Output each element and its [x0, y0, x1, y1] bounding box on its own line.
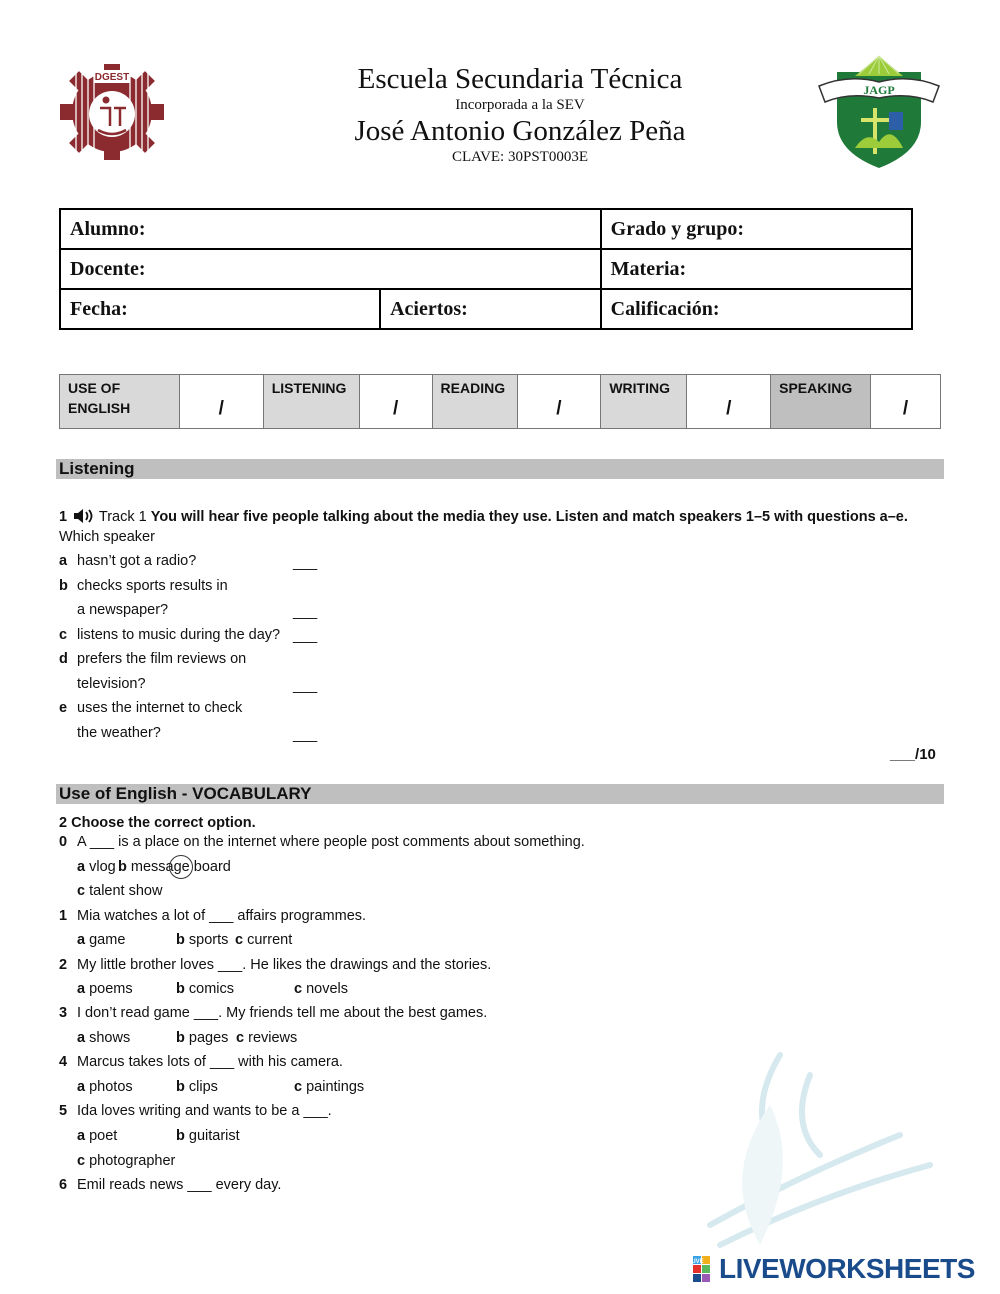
question-2-option-a[interactable]: a poems — [77, 981, 133, 997]
question-1-option-a[interactable]: a game — [77, 932, 126, 948]
score-label-listening: LISTENING — [263, 375, 359, 429]
item-c-letter: c — [59, 627, 68, 643]
dgest-logo-text: DGEST — [94, 72, 130, 83]
question-4-number: 4 — [59, 1054, 68, 1070]
question-4-option-a[interactable]: a photos — [77, 1079, 133, 1095]
item-d-letter: d — [59, 651, 68, 667]
item-b-answer-blank[interactable]: ___ — [293, 604, 318, 620]
liveworksheets-brand[interactable] — [690, 1253, 975, 1284]
score-listening[interactable]: / — [359, 375, 432, 429]
liveworksheets-logo-icon — [690, 1256, 719, 1282]
score-label-speaking: SPEAKING — [771, 375, 871, 429]
item-c-answer-blank[interactable]: ___ — [293, 628, 318, 644]
question-0-text: A ___ is a place on the internet where people post comments about something. — [77, 834, 585, 850]
score-label-use-of-english: USE OF ENGLISH — [60, 375, 180, 429]
question-5-option-a[interactable]: a poet — [77, 1128, 118, 1144]
which-speaker: Which speaker — [59, 529, 155, 545]
aciertos-field[interactable]: Aciertos: — [380, 289, 601, 329]
school-subname: José Antonio González Peña — [354, 115, 686, 147]
question-1-option-b[interactable]: b sports — [176, 932, 229, 948]
item-b-text: checks sports results in — [77, 578, 228, 594]
skills-score-table — [59, 374, 941, 429]
materia-field[interactable]: Materia: — [601, 249, 912, 289]
question-1-option-c[interactable]: c current — [235, 932, 293, 948]
answer-circle-mark — [169, 855, 193, 879]
question-2-number: 2 — [59, 957, 68, 973]
item-e-answer-blank[interactable]: ___ — [293, 727, 318, 743]
question-5-number: 5 — [59, 1103, 68, 1119]
item-e-text-cont: the weather? — [77, 725, 161, 741]
alumno-field[interactable]: Alumno: — [60, 209, 601, 249]
question-3-option-b[interactable]: b pages — [176, 1030, 229, 1046]
score-speaking[interactable]: / — [871, 375, 941, 429]
question-5-text: Ida loves writing and wants to be a ___. — [77, 1103, 332, 1119]
vocabulary-section-header: Use of English - VOCABULARY — [56, 784, 944, 804]
question-1-text: Mia watches a lot of ___ affairs programmes. — [77, 908, 367, 924]
question-4-text: Marcus takes lots of ___ with his camera. — [77, 1054, 343, 1070]
item-e-text: uses the internet to check — [77, 700, 243, 716]
score-reading[interactable]: / — [517, 375, 601, 429]
jagp-logo-text: JAGP — [863, 83, 895, 97]
fecha-field[interactable]: Fecha: — [60, 289, 380, 329]
question-2-option-c[interactable]: c novels — [294, 981, 349, 997]
school-name: Escuela Secundaria Técnica — [357, 63, 683, 95]
question-4-option-b[interactable]: b clips — [176, 1079, 218, 1095]
question-3-option-c[interactable]: c reviews — [236, 1030, 298, 1046]
question-0-option-b[interactable]: b message board — [118, 859, 231, 875]
vocabulary-instruction: 2 Choose the correct option. — [59, 815, 256, 831]
question-2-option-b[interactable]: b comics — [176, 981, 235, 997]
school-clave: CLAVE: 30PST0003E — [452, 149, 588, 165]
listening-instruction — [59, 507, 908, 530]
listening-instruction-text: You will hear five people talking about the media they use. Listen and match speakers 1–5 with questions a–e. — [150, 509, 908, 525]
question-0-option-a[interactable]: a vlog — [77, 859, 116, 875]
liveworksheets-logo-letters: LIVE — [690, 1259, 704, 1265]
question-3-text: I don’t read game ___. My friends tell me about the best games. — [77, 1005, 488, 1021]
docente-field[interactable]: Docente: — [60, 249, 601, 289]
question-3-number: 3 — [59, 1005, 68, 1021]
listening-score: ___/10 — [890, 746, 936, 763]
school-incorporation: Incorporada a la SEV — [455, 97, 585, 113]
liveworksheets-text: LIVEWORKSHEETS — [719, 1253, 975, 1284]
school-header — [250, 62, 790, 166]
score-use-of-english[interactable]: / — [179, 375, 263, 429]
grado-grupo-field[interactable]: Grado y grupo: — [601, 209, 912, 249]
dgest-logo — [58, 62, 166, 162]
item-b-letter: b — [59, 578, 68, 594]
student-info-table — [59, 208, 913, 330]
question-1-number: 1 — [59, 908, 68, 924]
question-0-number: 0 — [59, 834, 68, 850]
item-b-text-cont: a newspaper? — [77, 602, 169, 618]
question-6-text: Emil reads news ___ every day. — [77, 1177, 282, 1193]
score-writing[interactable]: / — [687, 375, 771, 429]
jagp-shield-logo — [815, 52, 943, 172]
calificacion-field[interactable]: Calificación: — [601, 289, 912, 329]
item-a-text: hasn’t got a radio? — [77, 553, 197, 569]
score-label-writing: WRITING — [601, 375, 687, 429]
question-3-option-a[interactable]: a shows — [77, 1030, 131, 1046]
question-4-option-c[interactable]: c paintings — [294, 1079, 365, 1095]
score-label-reading: READING — [432, 375, 517, 429]
question-0-option-c[interactable]: c talent show — [77, 883, 163, 899]
item-e-letter: e — [59, 700, 68, 716]
item-d-text-cont: television? — [77, 676, 146, 692]
leaf-watermark — [700, 1045, 940, 1255]
question-6-number: 6 — [59, 1177, 68, 1193]
item-a-answer-blank[interactable]: ___ — [293, 555, 318, 571]
item-c-text: listens to music during the day? — [77, 627, 281, 643]
item-a-letter: a — [59, 553, 68, 569]
question-5-option-b[interactable]: b guitarist — [176, 1128, 240, 1144]
item-d-answer-blank[interactable]: ___ — [293, 678, 318, 694]
item-d-text: prefers the film reviews on — [77, 651, 247, 667]
exercise-number: 1 — [59, 509, 68, 525]
listening-section-header: Listening — [56, 459, 944, 479]
track-label: Track 1 — [98, 509, 147, 525]
question-5-option-c[interactable]: c photographer — [77, 1153, 176, 1169]
question-2-text: My little brother loves ___. He likes the drawings and the stories. — [77, 957, 492, 973]
